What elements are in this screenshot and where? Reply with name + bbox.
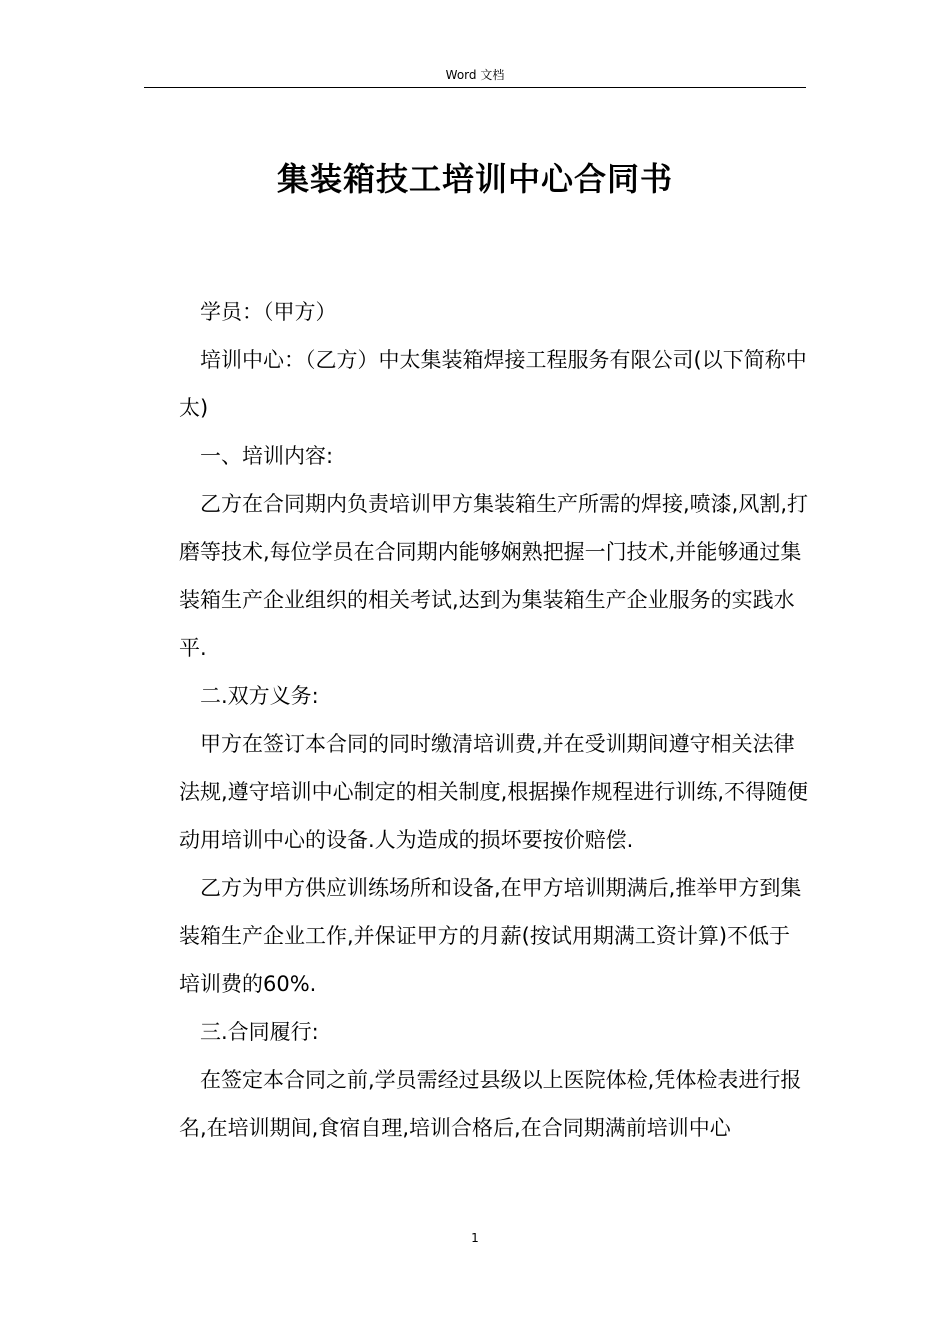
page-number: 1 (471, 1231, 479, 1245)
paragraph-training-content: 乙方在合同期内负责培训甲方集装箱生产所需的焊接,喷漆,风割,打磨等技术,每位学员在合同期内能够娴熟把握一门技术,并能够通过集装箱生产企业组织的相关考试,达到为集装箱生产企业服务的实践水平. (179, 492, 809, 660)
document-body (179, 288, 809, 1152)
header-divider (144, 87, 806, 88)
paragraph-performance: 在签定本合同之前,学员需经过县级以上医院体检,凭体检表进行报名,在培训期间,食宿自理,培训合格后,在合同期满前培训中心 (179, 1068, 802, 1140)
heading-performance: 三.合同履行: (200, 1020, 319, 1044)
paragraph-obligations-a: 甲方在签订本合同的同时缴清培训费,并在受训期间遵守相关法律法规,遵守培训中心制定的相关制度,根据操作规程进行训练,不得随便动用培训中心的设备.人为造成的损坏要按价赔偿. (179, 732, 809, 852)
document-title: 集装箱技工培训中心合同书 (276, 160, 673, 198)
paragraph-obligations-b: 乙方为甲方供应训练场所和设备,在甲方培训期满后,推举甲方到集装箱生产企业工作,并保证甲方的月薪(按试用期满工资计算)不低于培训费的60%. (179, 876, 802, 996)
paragraph-party-b: 培训中心：（乙方）中太集装箱焊接工程服务有限公司(以下简称中太) (179, 348, 807, 420)
paragraph-party-a: 学员：（甲方） (200, 300, 337, 324)
page-header: Word 文档 (445, 68, 505, 82)
heading-training-content: 一、培训内容: (200, 444, 334, 468)
heading-obligations: 二.双方义务: (200, 684, 319, 708)
